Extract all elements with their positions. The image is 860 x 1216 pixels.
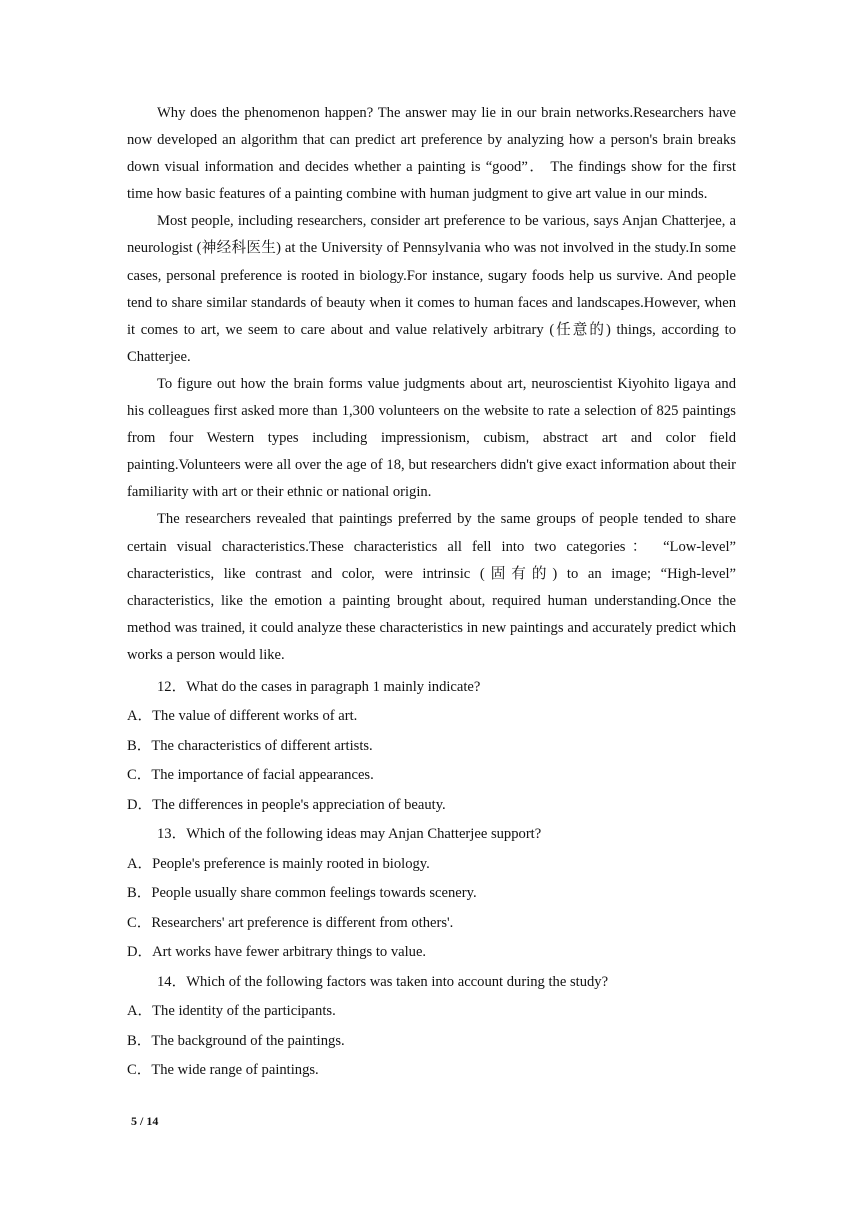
question-13-option-b: B．People usually share common feelings towards scenery. bbox=[127, 885, 477, 902]
question-14-option-a: A．The identity of the participants. bbox=[127, 1003, 336, 1020]
question-13-option-a: A．People's preference is mainly rooted in biology. bbox=[127, 855, 430, 872]
passage-paragraph-2: Most people, including researchers, consider art preference to be various, says Anjan Chatterjee, a neurologist (神经科医生) at the University of Pennsylvania who was not involved in the study.In some cases, personal preference is rooted in biology.For instance, sugary foods help us survive. And people tend to share similar standards of beauty when it comes to human faces and landscapes.However, when it comes to art, we seem to care about and value relatively arbitrary (任意的) things, according to Chatterjee. bbox=[127, 213, 736, 365]
question-14-option-b: B．The background of the paintings. bbox=[127, 1032, 345, 1049]
passage-paragraph-1: Why does the phenomenon happen? The answer may lie in our brain networks.Researchers have now developed an algorithm that can predict art preference by analyzing how a person's brain breaks down visual information and decides whether a painting is “good”． The findings show for the first time how basic features of a painting combine with human judgment to give art value in our minds. bbox=[127, 105, 736, 203]
question-14-stem: 14．Which of the following factors was taken into account during the study? bbox=[157, 973, 609, 990]
page-number: 5 / 14 bbox=[131, 1114, 159, 1128]
question-list bbox=[127, 673, 736, 1086]
question-12-stem: 12．What do the cases in paragraph 1 mainly indicate? bbox=[157, 678, 481, 695]
question-12-option-a: A．The value of different works of art. bbox=[127, 708, 358, 725]
question-12-option-b: B．The characteristics of different artists. bbox=[127, 737, 373, 754]
question-13-stem: 13．Which of the following ideas may Anjan Chatterjee support? bbox=[157, 826, 542, 843]
question-12-option-c: C．The importance of facial appearances. bbox=[127, 767, 374, 784]
question-13-option-c: C．Researchers' art preference is different from others'. bbox=[127, 914, 454, 931]
passage-paragraph-3: To figure out how the brain forms value judgments about art, neuroscientist Kiyohito ligaya and his colleagues first asked more than 1,300 volunteers on the website to rate a selection of 825 paintings from four Western types including impressionism, cubism, abstract art and color field painting.Volunteers were all over the age of 18, but researchers didn't give exact information about their familiarity with art or their ethnic or national origin. bbox=[127, 375, 736, 501]
passage-paragraph-4: The researchers revealed that paintings preferred by the same groups of people tended to share certain visual characteristics.These characteristics all fell into two categories： “Low-level” characteristics, like contrast and color, were intrinsic (固有的) to an image; “High-level” characteristics, like the emotion a painting brought about, required human understanding.Once the method was trained, it could analyze these characteristics in new paintings and accurately predict which works a person would like. bbox=[127, 511, 736, 663]
question-13-option-d: D．Art works have fewer arbitrary things to value. bbox=[127, 944, 427, 961]
question-12-option-d: D．The differences in people's appreciation of beauty. bbox=[127, 796, 446, 813]
page-content bbox=[127, 100, 736, 1086]
question-14-option-c: C．The wide range of paintings. bbox=[127, 1062, 319, 1079]
